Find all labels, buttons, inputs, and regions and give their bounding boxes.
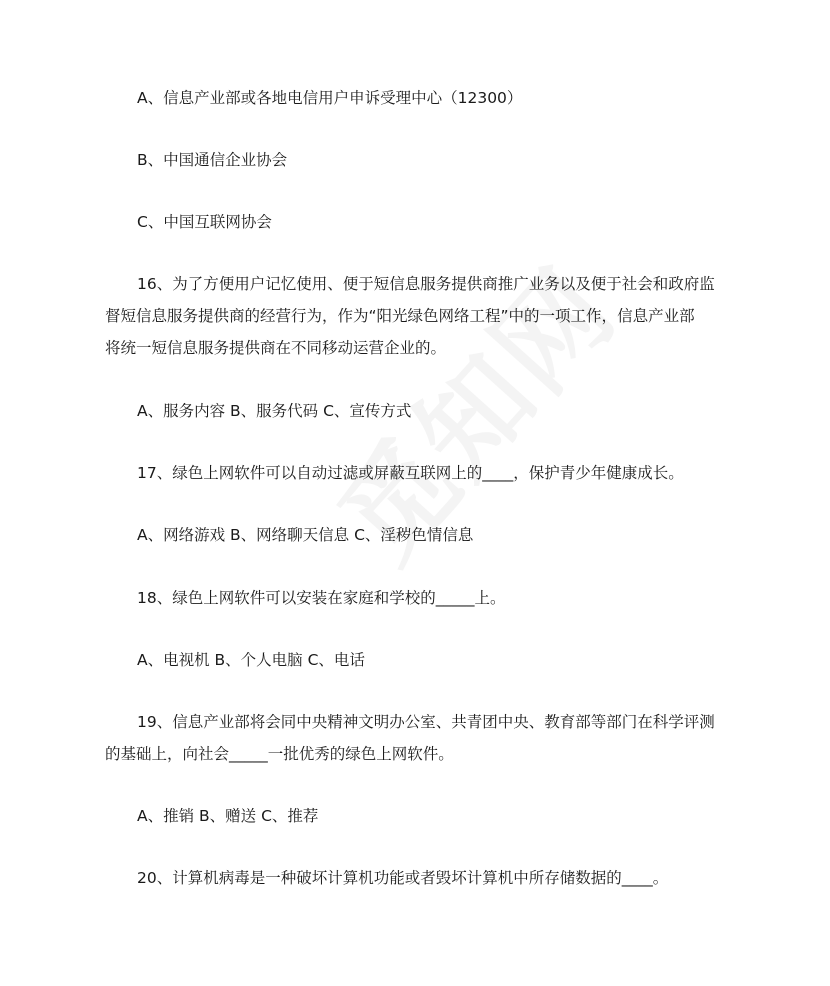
- q16-options: A、服务内容 B、服务代码 C、宣传方式: [137, 402, 412, 420]
- q19-options: A、推销 B、赠送 C、推荐: [137, 807, 319, 825]
- q15-option-c: C、中国互联网协会: [137, 213, 272, 231]
- q19-text-line-1: 19、信息产业部将会同中央精神文明办公室、共青团中央、教育部等部门在科学评测: [137, 713, 715, 731]
- q20-text: 20、计算机病毒是一种破坏计算机功能或者毁坏计算机中所存储数据的____。: [137, 869, 669, 887]
- q18-options: A、电视机 B、个人电脑 C、电话: [137, 651, 365, 669]
- q15-option-a: A、信息产业部或各地电信用户申诉受理中心（12300）: [137, 89, 523, 107]
- q15-option-b: B、中国通信企业协会: [137, 151, 288, 169]
- q16-text-line-2: 督短信息服务提供商的经营行为，作为“阳光绿色网络工程”中的一项工作，信息产业部: [105, 307, 695, 325]
- q16-text-line-1: 16、为了方便用户记忆使用、便于短信息服务提供商推广业务以及便于社会和政府监: [137, 275, 715, 293]
- q17-options: A、网络游戏 B、网络聊天信息 C、淫秽色情信息: [137, 526, 474, 544]
- q18-text: 18、绿色上网软件可以安装在家庭和学校的_____上。: [137, 589, 506, 607]
- q16-text-line-3: 将统一短信息服务提供商在不同移动运营企业的。: [105, 339, 447, 357]
- q19-text-line-2: 的基础上，向社会_____一批优秀的绿色上网软件。: [105, 745, 454, 763]
- q17-text: 17、绿色上网软件可以自动过滤或屏蔽互联网上的____，保护青少年健康成长。: [137, 464, 684, 482]
